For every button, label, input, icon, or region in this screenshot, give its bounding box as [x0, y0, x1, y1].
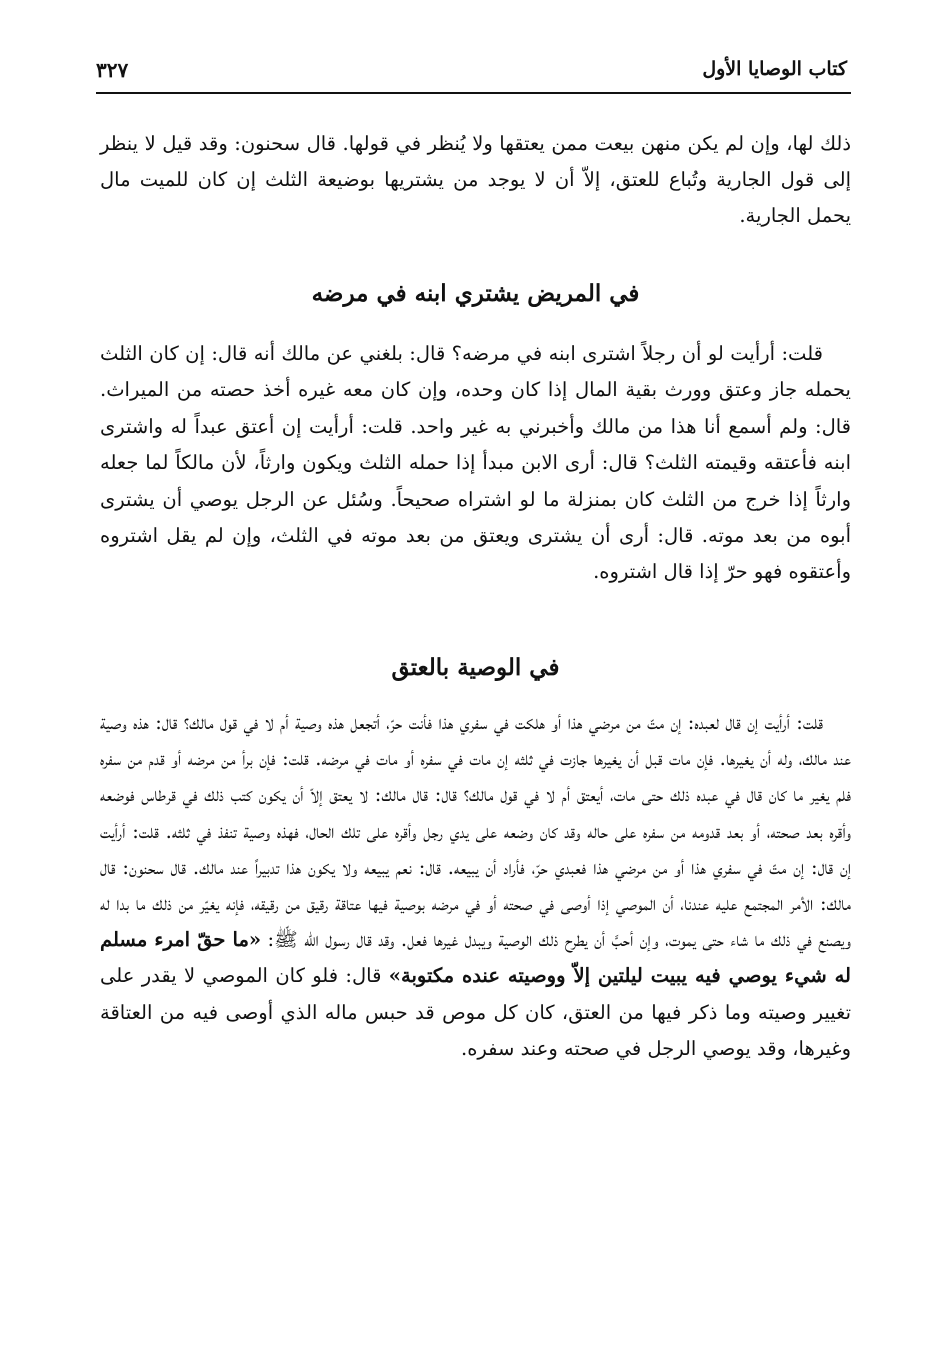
section2-text-after-hadith: قال: فلو كان الموصي لا يقدر على تغيير وصيته وما ذكر فيها من العتق، كان كل موص قد حبس ماله الذي أوصى فيه من العتاقة وغيرها، وقد يوصي الرجل في صحته وعند سفره.: [100, 964, 851, 1060]
section2-body: [100, 705, 851, 1067]
header-rule: [96, 92, 851, 94]
section2-paragraph: [100, 705, 851, 1067]
running-header: [96, 58, 847, 92]
intro-paragraph: ذلك لها، وإن لم يكن منهن بيعت ممن يعتقها ولا يُنظر في قولها. قال سحنون: وقد قيل لا ينظر إلى قول الجارية وتُباع للعتق، إلاّ أن لا يوجد من يشتريها بوضيعة الثلث إن كان للميت مال يحمل الجارية.: [100, 132, 851, 227]
section1-paragraph: قلت: أرأيت لو أن رجلاً اشترى ابنه في مرضه؟ قال: بلغني عن مالك أنه قال: إن كان الثلث يحمله جاز وعتق وورث بقية المال إذا كان وحده، وإن كان معه غيره أخذ حصته من الميراث. قال: ولم أسمع أنا هذا من مالك وأخبرني به غير واحد. قلت: أرأيت إن أعتق عبداً له واشترى ابنه فأعتقه وقيمته الثلث؟ قال: أرى الابن مبدأ إذا حمله الثلث ويكون وارثاً، لأن مالكاً لما جعله وارثاً إذا خرج من الثلث كان بمنزلة ما لو اشتراه صحيحاً. وسُئل عن الرجل يوصي أن يشترى أبوه من بعد موته. قال: أرى أن يشترى ويعتق من بعد موته في الثلث، وإن لم يقل اشتروه وأعتقوه فهو حرّ إذا قال اشتروه.: [100, 342, 851, 584]
section-title-bequest-of-freeing: في الوصية بالعتق: [391, 654, 560, 681]
intro-paragraph-block: [100, 126, 851, 234]
section1-body: [100, 336, 851, 591]
hadith-quote: «ما حقّ امرء مسلم له شيء يوصي فيه يبيت ليلتين إلاّ ووصيته عنده مكتوبة»: [100, 928, 852, 988]
page-number: ٣٢٧: [96, 58, 129, 82]
running-title: كتاب الوصايا الأول: [702, 58, 847, 80]
section2-text-before-hadith: قلت: أرأيت إن قال لعبده: إن متّ من مرضي هذا أو هلكت في سفري هذا فأنت حرّ، أتجعل هذه وصية أم لا في قول مالك؟ قال: هذه وصية عند مالك، وله أن يغيرها. فإن مات قبل أن يغيرها جازت في ثلثه إن مات في سفره أو مات في مرضه. قلت: فإن برأ من مرضه أو قدم من سفره فلم يغير ما كان قال في عبده ذلك حتى مات، أيعتق أم لا في قول مالك؟ قال: قال مالك: لا يعتق إلاّ أن يكون كتب ذلك في قرطاس فوضعه وأقره بعد صحته، أو بعد قدومه من سفره على حاله وقد كان وضعه على يدي رجل وأقره على تلك الحال، فهذه وصية تنفذ في ثلثه. قلت: أرأيت إن قال: إن متّ في سفري هذا أو من مرضي هذا فعبدي حرّ، فأراد أن يبيعه. قال: نعم يبيعه ولا يكون هذا تدبيراً عند مالك. قال سحنون: قال مالك: الأمر المجتمع عليه عندنا، أن الموصي إذا أوصى في صحته أو في مرضه بوصية فيها عتاقة رقيق من رقيقه، فإنه يغيّر من ذلك ما بدا له ويصنع في ذلك ما شاء حتى يموت، وإن أحبَّ أن يطرح ذلك الوصية ويبدل غيرها فعل. وقد قال رسول الله ﷺ:: [100, 711, 851, 952]
section-title-sick-buys-son: في المريض يشتري ابنه في مرضه: [311, 280, 640, 307]
